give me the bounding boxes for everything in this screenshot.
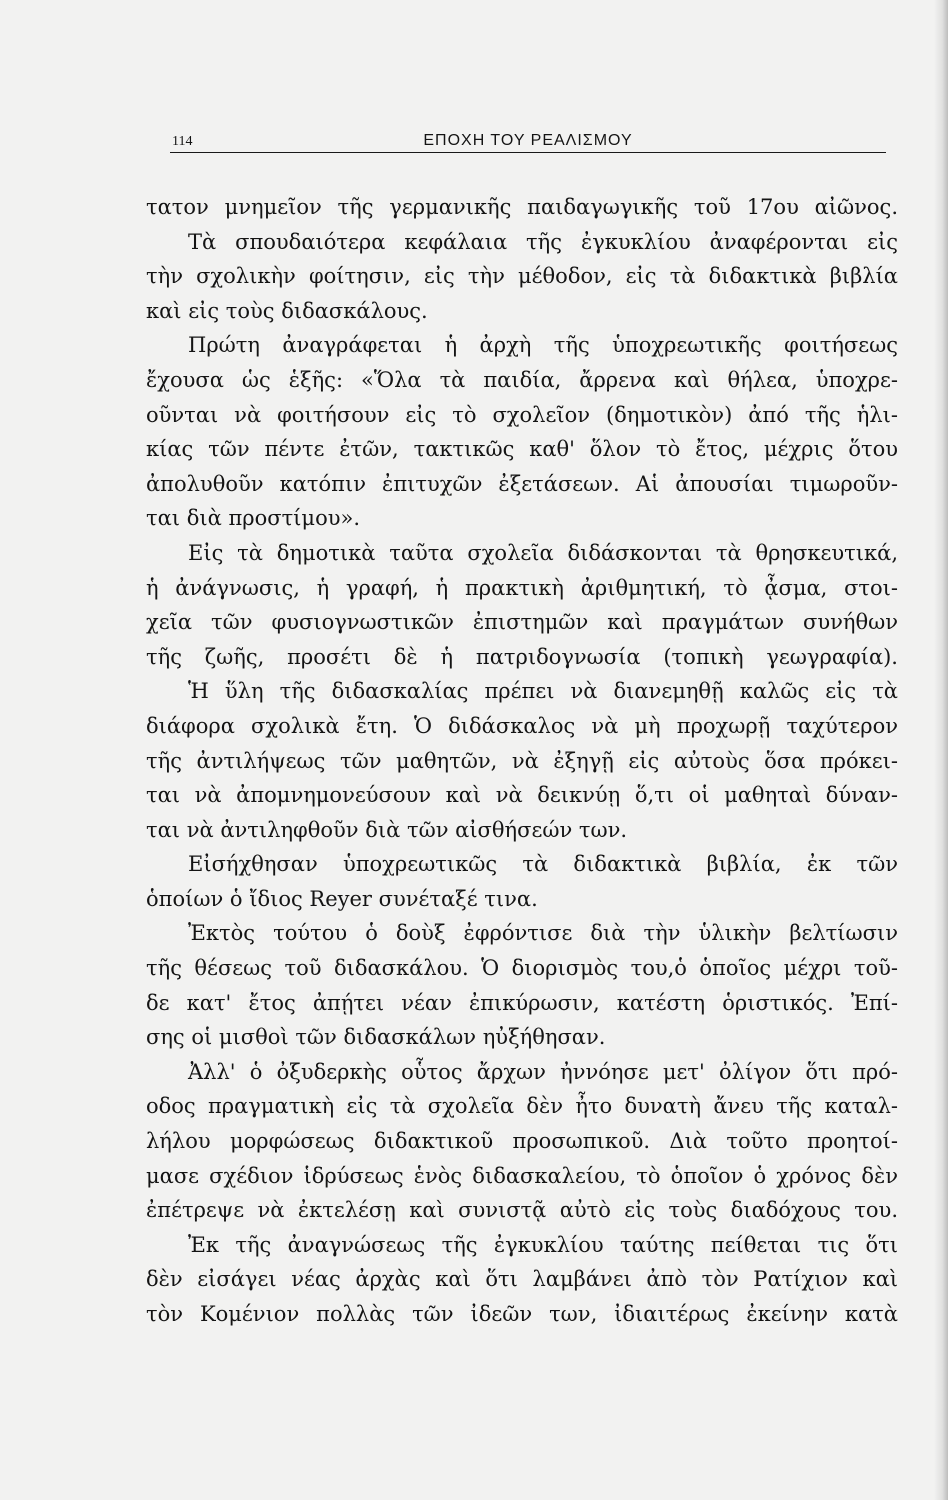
text-line: δὲν εἰσάγει νέας ἀρχὰς καὶ ὅτι λαμβάνει ἀπὸ τὸν Ρατίχιον καὶ <box>146 1267 898 1292</box>
text-line: Ἡ ὕλη τῆς διδασκαλίας πρέπει νὰ διανεμηθῇ καλῶς εἰς τὰ <box>188 679 898 704</box>
page-header <box>172 130 884 154</box>
text-line: Ἐκτὸς τούτου ὁ δοὺξ ἐφρόντισε διὰ τὴν ὑλικὴν βελτίωσιν <box>188 921 898 946</box>
text-line: λήλου μορφώσεως διδακτικοῦ προσωπικοῦ. Διὰ τοῦτο προητοί- <box>146 1129 898 1154</box>
text-line: ται νὰ ἀπομνημονεύσουν καὶ νὰ δεικνύῃ ὅ,τι οἱ μαθηταὶ δύναν- <box>146 783 898 808</box>
text-line: ἀπολυθοῦν κατόπιν ἐπιτυχῶν ἐξετάσεων. Αἱ ἀπουσίαι τιμωροῦν- <box>146 471 898 496</box>
text-line: Εἰς τὰ δημοτικὰ ταῦτα σχολεῖα διδάσκονται τὰ θρησκευτικά, <box>188 540 898 565</box>
text-line: οῦνται νὰ φοιτήσουν εἰς τὸ σχολεῖον (δημοτικὸν) ἀπό τῆς ἡλι- <box>146 402 898 427</box>
text-line: μασε σχέδιον ἱδρύσεως ἑνὸς διδασκαλείου, τὸ ὁποῖον ὁ χρόνος δὲν <box>146 1163 898 1188</box>
text-line: ὁποίων ὁ ἴδιος Reyer συνέταξέ τινα. <box>146 886 538 911</box>
text-line: τὸν Κομένιον πολλὰς τῶν ἰδεῶν των, ἰδιαιτέρως ἐκείνην κατὰ <box>146 1302 898 1326</box>
text-line: διάφορα σχολικὰ ἔτη. Ὁ διδάσκαλος νὰ μὴ προχωρῇ ταχύτερον <box>146 713 898 738</box>
text-line: Ἀλλ' ὁ ὀξυδερκὴς οὗτος ἄρχων ἠννόησε μετ' ὀλίγον ὅτι πρό- <box>188 1059 898 1084</box>
text-line: τῆς θέσεως τοῦ διδασκάλου. Ὁ διορισμὸς του,ὁ ὁποῖος μέχρι τοῦ- <box>146 956 898 981</box>
text-line: σης οἱ μισθοὶ τῶν διδασκάλων ηὐξήθησαν. <box>146 1025 606 1050</box>
text-line: Πρώτη ἀναγράφεται ἡ ἀρχὴ τῆς ὑποχρεωτικῆς φοιτήσεως <box>188 333 898 358</box>
text-line: Ἐκ τῆς ἀναγνώσεως τῆς ἐγκυκλίου ταύτης πείθεται τις ὅτι <box>188 1232 898 1257</box>
text-line: κίας τῶν πέντε ἐτῶν, τακτικῶς καθ' ὅλον τὸ ἔτος, μέχρις ὅτου <box>146 437 898 462</box>
text-line: δε κατ' ἔτος ἀπῄτει νέαν ἐπικύρωσιν, κατέστη ὁριστικός. Ἐπί- <box>146 990 898 1015</box>
text-line: καὶ εἰς τοὺς διδασκάλους. <box>146 298 428 323</box>
text-line: τατον μνημεῖον τῆς γερμανικῆς παιδαγωγικῆς τοῦ 17ου αἰῶνος. <box>146 195 898 219</box>
text-line: τῆς ἀντιλήψεως τῶν μαθητῶν, νὰ ἐξηγῇ εἰς αὐτοὺς ὅσα πρόκει- <box>146 748 898 773</box>
text-line: τῆς ζωῆς, προσέτι δὲ ἡ πατριδογνωσία (τοπικὴ γεωγραφία). <box>146 644 898 669</box>
running-head: ΕΠΟΧΗ ΤΟΥ ΡΕΑΛΙΣΜΟΥ <box>423 132 633 149</box>
text-line: ἡ ἀνάγνωσις, ἡ γραφή, ἡ πρακτικὴ ἀριθμητική, τὸ ᾆσμα, στοι- <box>146 575 898 600</box>
header-rule <box>170 152 886 153</box>
scan-page-edge <box>934 0 948 1500</box>
text-line: Εἰσήχθησαν ὑποχρεωτικῶς τὰ διδακτικὰ βιβλία, ἐκ τῶν <box>188 852 898 877</box>
text-line: χεῖα τῶν φυσιογνωστικῶν ἐπιστημῶν καὶ πραγμάτων συνήθων <box>146 610 898 635</box>
text-line: τὴν σχολικὴν φοίτησιν, εἰς τὴν μέθοδον, εἰς τὰ διδακτικὰ βιβλία <box>146 264 898 289</box>
text-line: οδος πραγματικὴ εἰς τὰ σχολεῖα δὲν ἦτο δυνατὴ ἄνευ τῆς καταλ- <box>146 1094 898 1119</box>
text-line: ται νὰ ἀντιληφθοῦν διὰ τῶν αἰσθήσεών των. <box>146 817 628 842</box>
text-line: ται διὰ προστίμου». <box>146 506 360 531</box>
page-number: 114 <box>172 134 193 149</box>
text-line: ἐπέτρεψε νὰ ἐκτελέσῃ καὶ συνιστᾷ αὐτὸ εἰς τοὺς διαδόχους του. <box>146 1198 898 1223</box>
text-line: ἔχουσα ὡς ἑξῆς: «Ὅλα τὰ παιδία, ἄρρενα καὶ θήλεα, ὑποχρε- <box>146 367 898 392</box>
text-line: Τὰ σπουδαιότερα κεφάλαια τῆς ἐγκυκλίου ἀναφέρονται εἰς <box>188 229 898 254</box>
body-text <box>146 190 898 1332</box>
